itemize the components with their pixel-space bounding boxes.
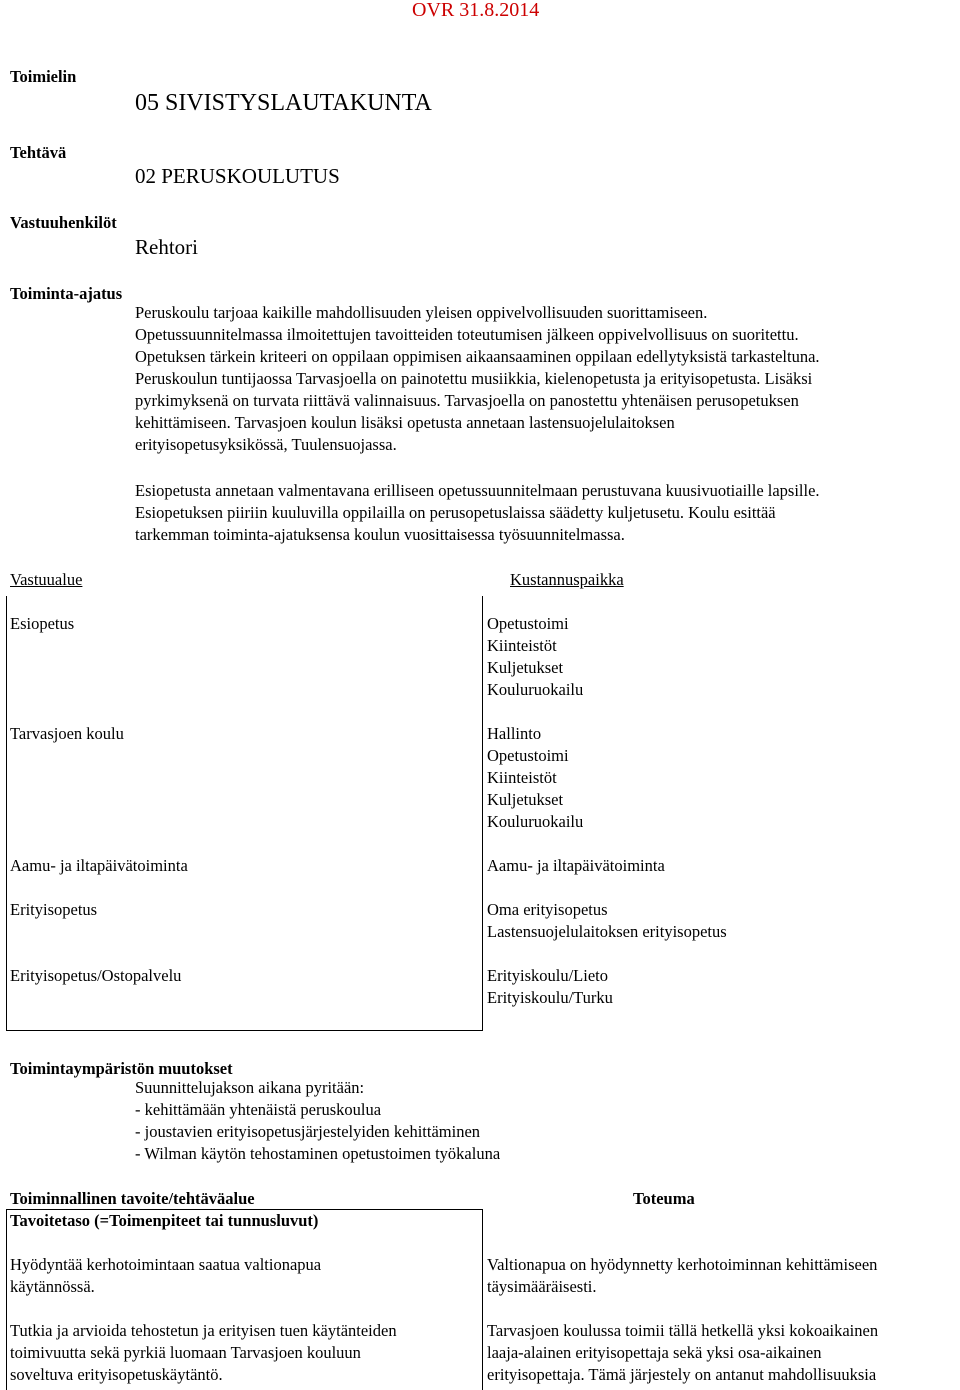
vastuuhenkilot-value: Rehtori	[135, 235, 198, 259]
tehtava-value: 02 PERUSKOULUTUS	[135, 164, 340, 188]
paragraph-line: Opetussuunnitelmassa ilmoitettujen tavoitteiden toteutumisen jälkeen oppivelvollisuus on suoritettu.	[135, 325, 799, 344]
cost-center-item: Hallinto	[487, 724, 542, 743]
table-header-kustannuspaikka: Kustannuspaikka	[510, 570, 624, 589]
goal-line: täysimääräisesti.	[487, 1277, 597, 1296]
paragraph-line: pyrkimyksenä on turvata riittävä valinnaisuus. Tarvasjoella on panostettu yhtenäisen perusopetuksen	[135, 391, 799, 410]
goal-line: soveltuva erityisopetuskäytäntö.	[10, 1365, 223, 1384]
goal-line: Tutkia ja arvioida tehostetun ja erityisen tuen käytänteiden	[10, 1321, 397, 1340]
goal-line: käytännössä.	[10, 1277, 95, 1296]
table-cell-vastuualue: Esiopetus	[10, 614, 75, 633]
table-border-bottom	[6, 1030, 483, 1031]
list-item: - Wilman käytön tehostaminen opetustoimen työkaluna	[135, 1144, 501, 1163]
label-vastuuhenkilot: Vastuuhenkilöt	[10, 213, 117, 232]
goal-cell-right	[487, 1320, 878, 1386]
table-cell-kustannuspaikka	[487, 723, 583, 833]
paragraph-line: tarkemman toiminta-ajatuksensa koulun vuosittaisessa työsuunnitelmassa.	[135, 525, 625, 544]
goals-header-right: Toteuma	[633, 1189, 695, 1208]
document-version: OVR 31.8.2014	[412, 0, 540, 21]
paragraph-line: Opetuksen tärkein kriteeri on oppilaan oppimisen aikaansaaminen oppilaan edellytyksistä tarkasteltuna.	[135, 347, 820, 366]
cost-center-item: Oma erityisopetus	[487, 900, 608, 919]
cost-center-item: Erityiskoulu/Lieto	[487, 966, 608, 985]
muutokset-title: Toimintaympäristön muutokset	[10, 1059, 233, 1078]
goal-line: erityisopettaja. Tämä järjestely on antanut mahdollisuuksia	[487, 1365, 877, 1384]
goal-cell-left	[10, 1320, 397, 1386]
label-tehtava: Tehtävä	[10, 143, 67, 162]
cost-center-item: Kuljetukset	[487, 790, 564, 809]
table-divider	[482, 596, 483, 1030]
goal-line: toimivuutta sekä pyrkiä luomaan Tarvasjoen kouluun	[10, 1343, 361, 1362]
label-toimielin: Toimielin	[10, 67, 77, 86]
label-toiminta-ajatus: Toiminta-ajatus	[10, 284, 123, 303]
table-cell-kustannuspaikka	[487, 899, 727, 943]
muutokset-intro: Suunnittelujakson aikana pyritään:	[135, 1078, 365, 1097]
cost-center-item: Opetustoimi	[487, 746, 569, 765]
goals-border-left	[6, 1209, 7, 1390]
table-cell-vastuualue: Erityisopetus	[10, 900, 98, 919]
toiminta-ajatus-paragraph-1	[135, 302, 945, 456]
table-cell-kustannuspaikka	[487, 855, 665, 877]
table-cell-kustannuspaikka	[487, 613, 583, 701]
cost-center-item: Kouluruokailu	[487, 812, 584, 831]
goal-cell-left	[10, 1254, 321, 1298]
paragraph-line: erityisopetusyksikössä, Tuulensuojassa.	[135, 435, 397, 454]
goal-line: Valtionapua on hyödynnetty kerhotoiminnan kehittämiseen	[487, 1255, 878, 1274]
cost-center-item: Kiinteistöt	[487, 636, 557, 655]
table-border-left	[6, 596, 7, 1030]
cost-center-item: Opetustoimi	[487, 614, 569, 633]
goals-header-left: Toiminnallinen tavoite/tehtäväalue	[10, 1189, 255, 1208]
paragraph-line: kehittämiseen. Tarvasjoen koulun lisäksi opetusta annetaan lastensuojelulaitoksen	[135, 413, 675, 432]
table-cell-kustannuspaikka	[487, 965, 613, 1009]
toiminta-ajatus-paragraph-2	[135, 480, 945, 546]
goal-cell-right	[487, 1254, 877, 1298]
goal-line: Tarvasjoen koulussa toimii tällä hetkellä yksi kokoaikainen	[487, 1321, 879, 1340]
goals-subheader: Tavoitetaso (=Toimenpiteet tai tunnusluvut)	[10, 1211, 319, 1230]
table-cell-vastuualue: Tarvasjoen koulu	[10, 724, 124, 743]
cost-center-item: Kouluruokailu	[487, 680, 584, 699]
cost-center-item: Kiinteistöt	[487, 768, 557, 787]
cost-center-item: Kuljetukset	[487, 658, 564, 677]
muutokset-list	[135, 1099, 500, 1165]
cost-center-item: Erityiskoulu/Turku	[487, 988, 613, 1007]
paragraph-line: Peruskoulun tuntijaossa Tarvasjoella on painotettu musiikkia, kielenopetusta ja erityisopetusta. Lisäksi	[135, 369, 813, 388]
table-header-vastuualue: Vastuualue	[10, 570, 83, 589]
table-cell-vastuualue: Erityisopetus/Ostopalvelu	[10, 966, 182, 985]
goals-divider	[482, 1209, 483, 1390]
paragraph-line: Esiopetuksen piiriin kuuluvilla oppilailla on perusopetuslaissa säädetty kuljetusetu. Koulu esittää	[135, 503, 776, 522]
paragraph-line: Peruskoulu tarjoaa kaikille mahdollisuuden yleisen oppivelvollisuuden suorittamiseen.	[135, 303, 708, 322]
goal-line: laaja-alainen erityisopettaja sekä yksi osa-aikainen	[487, 1343, 822, 1362]
cost-center-item: Lastensuojelulaitoksen erityisopetus	[487, 922, 727, 941]
paragraph-line: Esiopetusta annetaan valmentavana erilliseen opetussuunnitelmaan perustuvana kuusivuotiaille lapsille.	[135, 481, 820, 500]
list-item: - kehittämään yhtenäistä peruskoulua	[135, 1100, 382, 1119]
list-item: - joustavien erityisopetusjärjestelyiden kehittäminen	[135, 1122, 481, 1141]
toimielin-value: 05 SIVISTYSLAUTAKUNTA	[135, 90, 432, 116]
goal-line: Hyödyntää kerhotoimintaan saatua valtionapua	[10, 1255, 322, 1274]
cost-center-item: Aamu- ja iltapäivätoiminta	[487, 856, 665, 875]
table-cell-vastuualue: Aamu- ja iltapäivätoiminta	[10, 856, 188, 875]
